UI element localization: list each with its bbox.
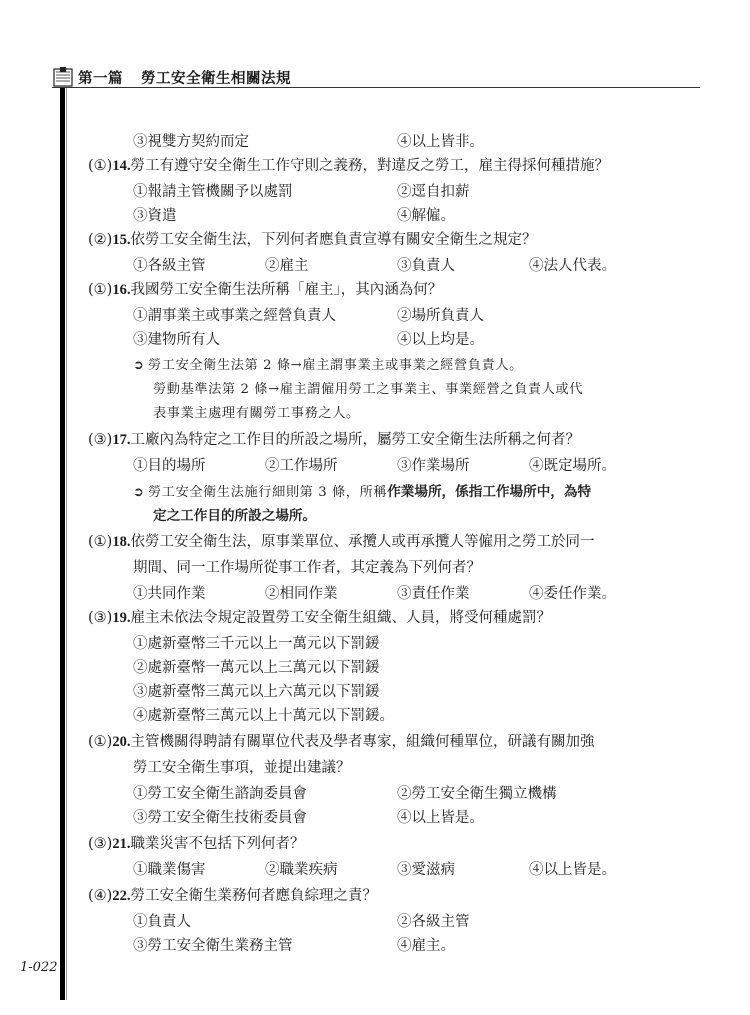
question-text: 我國勞工安全衛生法所稱「雇主」，其內涵為何？: [130, 282, 443, 298]
option: ①負責人: [133, 914, 191, 930]
question-text: 勞工有遵守安全衛生工作守則之義務，對違反之勞工，雇主得採何種措施？: [130, 158, 609, 174]
option: ④處新臺幣三萬元以上十萬元以下罰鍰。: [133, 708, 394, 724]
answer-mark: (④): [88, 888, 113, 904]
option: ③勞工安全衛生業務主管: [133, 938, 293, 954]
arrow-bullet-icon: ➲: [133, 485, 145, 500]
explanation-note: ➲ 勞工安全衛生法第 2 條→雇主謂事業主或事業之經營負責人。: [133, 354, 523, 378]
question-21: [88, 832, 304, 856]
question-number: 18.: [112, 534, 131, 550]
option: ④以上皆是。: [529, 862, 616, 878]
answer-mark: (③): [88, 836, 113, 852]
question-text: 主管機關得聘請有關單位代表及學者專家，組織何種單位，研議有關加強: [130, 734, 595, 750]
option: ④以上均是。: [397, 332, 484, 348]
option: ②相同作業: [265, 586, 338, 602]
option: ②各級主管: [397, 914, 470, 930]
answer-mark: (③): [88, 610, 113, 626]
question-20: [88, 730, 594, 754]
question-text: 工廠內為特定之工作目的所設之場所，屬勞工安全衛生法所稱之何者？: [130, 432, 580, 448]
question-number: 22.: [112, 888, 131, 904]
option: ③責任作業: [397, 586, 470, 602]
question-number: 19.: [112, 610, 131, 626]
option: ③愛滋病: [397, 862, 455, 878]
explanation-note: ➲ 勞工安全衛生法施行細則第 3 條，所稱作業場所，係指工作場所中，為特: [133, 480, 591, 505]
option: ①職業傷害: [133, 862, 206, 878]
question-text: 雇主未依法令規定設置勞工安全衛生組織、人員，將受何種處罰？: [130, 610, 551, 626]
explanation-note: 定之工作目的所設之場所。: [153, 508, 317, 524]
question-number: 21.: [112, 836, 131, 852]
question-22: [88, 884, 377, 908]
answer-mark: (②): [88, 232, 113, 248]
page-header: [52, 66, 291, 88]
question-text: 依勞工安全衛生法，下列何者應負責宣導有關安全衛生之規定？: [130, 232, 537, 248]
option: ②場所負責人: [397, 308, 484, 324]
question-17: [88, 428, 580, 452]
option: ①各級主管: [133, 258, 206, 274]
question-text-continued: 期間、同一工作場所從事工作者，其定義為下列何者？: [133, 560, 481, 576]
header-title: 第一篇 勞工安全衛生相關法規: [78, 70, 291, 87]
header-rule: [52, 87, 700, 88]
option: ②職業疾病: [265, 862, 338, 878]
question-number: 16.: [112, 282, 131, 298]
option: ②雇主: [265, 258, 309, 274]
option: ②處新臺幣一萬元以上三萬元以下罰鍰: [133, 660, 380, 676]
option: ①報請主管機關予以處罰: [133, 184, 293, 200]
book-icon: [52, 66, 74, 88]
option: ④雇主。: [397, 938, 455, 954]
explanation-note: 表事業主處理有關勞工事務之人。: [153, 406, 360, 421]
left-margin-bar: [60, 88, 65, 1000]
option: ③負責人: [397, 258, 455, 274]
option: ④委任作業。: [529, 586, 616, 602]
option: ③作業場所: [397, 458, 470, 474]
answer-mark: (①): [88, 158, 113, 174]
question-19: [88, 606, 551, 630]
answer-mark: (①): [88, 534, 113, 550]
answer-mark: (③): [88, 432, 113, 448]
arrow-bullet-icon: ➲: [133, 358, 145, 373]
option: ①處新臺幣三千元以上一萬元以下罰鍰: [133, 636, 380, 652]
question-16: [88, 278, 442, 302]
option: ④法人代表。: [529, 258, 616, 274]
option: ④以上皆是。: [397, 810, 484, 826]
option: ③處新臺幣三萬元以上六萬元以下罰鍰: [133, 684, 380, 700]
option: ③勞工安全衛生技術委員會: [133, 810, 307, 826]
question-text: 依勞工安全衛生法，原事業單位、承攬人或再承攬人等僱用之勞工於同一: [130, 534, 595, 550]
option: ④以上皆非。: [397, 134, 484, 150]
question-number: 15.: [112, 232, 131, 248]
page-number: 1-022: [20, 960, 58, 975]
option: ②勞工安全衛生獨立機構: [397, 786, 557, 802]
question-text: 勞工安全衛生業務何者應負綜理之責？: [130, 888, 377, 904]
question-18: [88, 530, 594, 554]
answer-mark: (①): [88, 734, 113, 750]
option: ③建物所有人: [133, 332, 220, 348]
question-number: 17.: [112, 432, 131, 448]
explanation-note: 勞動基準法第 2 條→雇主謂僱用勞工之事業主、事業經營之負責人或代: [153, 382, 584, 397]
option: ①勞工安全衛生諮詢委員會: [133, 786, 307, 802]
question-number: 20.: [112, 734, 131, 750]
option: ④解僱。: [397, 208, 455, 224]
question-14: [88, 154, 609, 178]
option: ④既定場所。: [529, 458, 616, 474]
question-15: [88, 228, 536, 252]
option: ③視雙方契約而定: [133, 134, 249, 150]
option: ①共同作業: [133, 586, 206, 602]
option: ③資遣: [133, 208, 177, 224]
answer-mark: (①): [88, 282, 113, 298]
option: ②工作場所: [265, 458, 338, 474]
option: ②逕自扣薪: [397, 184, 470, 200]
question-number: 14.: [112, 158, 131, 174]
option: ①謂事業主或事業之經營負責人: [133, 308, 336, 324]
question-text-continued: 勞工安全衛生事項，並提出建議？: [133, 760, 351, 776]
option: ①目的場所: [133, 458, 206, 474]
question-text: 職業災害不包括下列何者？: [130, 836, 305, 852]
left-margin-line: [66, 88, 67, 1000]
